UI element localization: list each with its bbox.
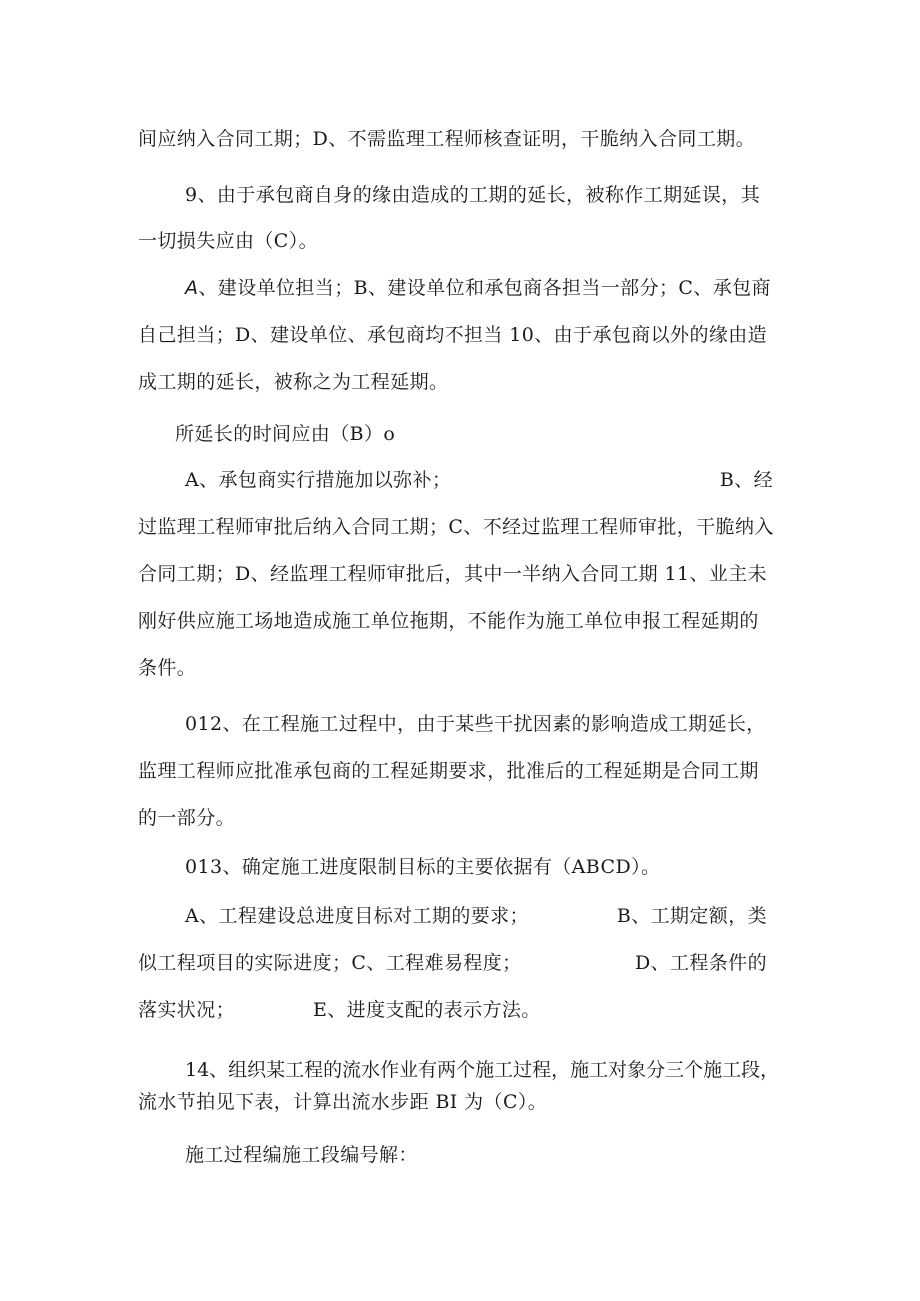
- text-line: [185, 183, 835, 207]
- question-13-option-e: E、进度支配的表示方法。: [313, 999, 541, 1021]
- question-9-options-cont: 自己担当；D、建设单位、承包商均不担当 10、由于承包商以外的缘由造: [138, 324, 768, 346]
- question-9-stem: 9、由于承包商自身的缘由造成的工期的延长，被称作工期延误，其: [185, 184, 761, 206]
- text-line: [185, 1058, 835, 1082]
- text-line: [175, 422, 825, 446]
- table-caption: 施工过程编施工段编号解：: [185, 1144, 418, 1166]
- text-line: [138, 656, 788, 680]
- text-line: [185, 855, 835, 879]
- option-label-a: A: [185, 277, 199, 299]
- question-10-stem: 成工期的延长，被称之为工程延期。: [138, 371, 449, 393]
- question-9-stem-end: 一切损失应由（C）。: [138, 230, 319, 252]
- question-11-stem: 刚好供应施工场地造成施工单位拖期，不能作为施工单位申报工程延期的: [138, 610, 759, 632]
- text-line: [185, 276, 835, 300]
- text-line: [138, 609, 788, 633]
- question-13-option-d-end: 落实状况；: [138, 999, 236, 1021]
- text-line: [138, 370, 788, 394]
- text-line: [138, 759, 788, 783]
- question-12-stem-cont: 监理工程师应批准承包商的工程延期要求，批准后的工程延期是合同工期: [138, 760, 759, 782]
- question-10-option-d: 合同工期；D、经监理工程师审批后，其中一半纳入合同工期 11、业主未: [138, 563, 768, 585]
- question-13-option-a: A、工程建设总进度目标对工期的要求；: [185, 905, 529, 927]
- question-13-stem: 013、确定施工进度限制目标的主要依据有（ABCD）。: [185, 856, 661, 878]
- question-10-stem-end: 所延长的时间应由（B）o: [175, 423, 396, 445]
- text-line: [185, 468, 773, 492]
- question-13-option-b: B、工期定额，类: [616, 905, 767, 927]
- text-line: [138, 806, 788, 830]
- text-line: [185, 1143, 835, 1167]
- text-line: [138, 562, 788, 586]
- text-line: [138, 127, 788, 151]
- text-line: [138, 515, 788, 539]
- text-line: [185, 904, 767, 928]
- question-14-stem-cont: 流水节拍见下表，计算出流水步距 BI 为（C）。: [138, 1091, 548, 1113]
- question-14-stem: 14、组织某工程的流水作业有两个施工过程，施工对象分三个施工段，: [185, 1059, 780, 1081]
- question-11-stem-end: 条件。: [138, 657, 197, 679]
- text-line: [138, 323, 788, 347]
- text-line: [138, 951, 767, 975]
- question-13-option-d: D、工程条件的: [634, 952, 767, 974]
- question-10-option-a: A、承包商实行措施加以弥补；: [185, 469, 452, 491]
- question-9-options: 、建设单位担当；B、建设单位和承包商各担当一部分；C、承包商: [198, 277, 771, 299]
- q8-option-d-continuation: 间应纳入合同工期；D、不需监理工程师核查证明，干脆纳入合同工期。: [138, 128, 756, 150]
- question-10-options-cont: 过监理工程师审批后纳入合同工期；C、不经过监理工程师审批，干脆纳入: [138, 516, 774, 538]
- question-12-stem: 012、在工程施工过程中，由于某些干扰因素的影响造成工期延长，: [185, 713, 766, 735]
- text-line: [138, 1090, 788, 1114]
- question-10-option-b-start: B、经: [719, 469, 773, 491]
- text-line: [138, 998, 788, 1022]
- question-12-stem-end: 的一部分。: [138, 807, 236, 829]
- question-13-option-c: 似工程项目的实际进度；C、工程难易程度；: [138, 952, 522, 974]
- text-line: [185, 712, 835, 736]
- text-line: [138, 229, 788, 253]
